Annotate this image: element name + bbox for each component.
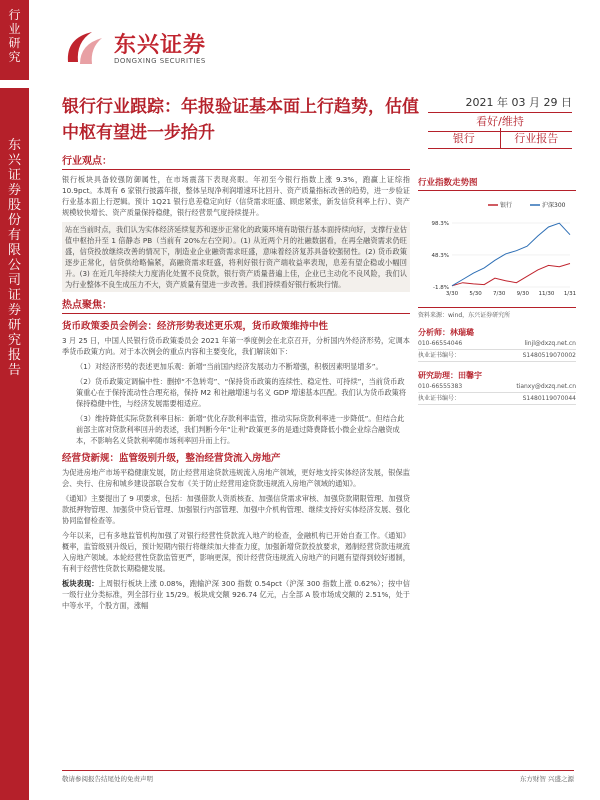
- company-logo: [62, 24, 232, 76]
- hot-topic-1-point-3: （3）维持降低实际贷款利率目标：新增“优化存款利率监管，推动实际贷款利率进一步降低”。但结合此前部主席对贷款利率回升的表述，我们判断今年“让利”政策更多的是通过降费降低小微企业综合融资成本，不影响名义贷款利率随市场利率回升而上行。: [76, 414, 405, 445]
- main-content: [62, 152, 410, 615]
- market-text: 上周银行板块上涨 0.08%，跑输沪深 300 指数 0.54pct（沪深 300 指数上涨 0.62%）；按中信一级行业分类标准，列全部行业 15/29。板块成交额 926.74 亿元，占全部 A 股市场成交额的 2.51%，处于中等水平，个股方面，涨幅: [62, 579, 410, 610]
- sidebar-company-char: 份: [7, 213, 21, 228]
- sidebar-company-char: 告: [7, 363, 21, 378]
- y-tick-label: 98.3%: [431, 221, 449, 227]
- sidebar-company-char: 券: [7, 303, 21, 318]
- report-tags: [428, 128, 572, 149]
- x-tick-label: 7/30: [493, 291, 506, 297]
- sidebar-company: [0, 88, 29, 800]
- x-tick-label: 5/30: [469, 291, 482, 297]
- sidebar-section-char: 行: [8, 8, 21, 22]
- right-column: [418, 176, 576, 405]
- hot-topic-2: 经营贷新规：监管级别升级，整治经营贷流入房地产: [62, 453, 281, 464]
- market-label: 板块表现：: [62, 579, 99, 588]
- sidebar-company-char: 有: [7, 228, 21, 243]
- sidebar-company-char: 限: [7, 243, 21, 258]
- analyst-1-cert: S1480519070002: [522, 352, 576, 359]
- market-performance: [62, 578, 410, 611]
- analyst-1-cert-label: 执业证书编号：: [418, 352, 461, 359]
- paragraph-2: 站在当前时点，我们认为实体经济延续复苏和逐步正常化的政策环境有助银行基本面持续向好，支撑行业估值中枢抬升至 1 倍静态 PB（当前有 20%左右空间）。(1) 从近两个月的社融数据看，在再全融资需求仍旺盛，信贷投放继续改善的情况下，制造业企业融资需求旺盛，意味着经济复苏具备较强韧性。(2) 货币政策逐步正常化，信贷供给略偏紧，高融资需求旺盛，将利好银行资产端收益率表现，息差有望企稳或小幅回升。(3) 在近几年持续大力度消化处置不良贷款，银行资产质量普遍上佳，企业已主动化不良风险，我们认为行业整体不良生成压力不大，资产质量有望进一步改善。我们持续看好银行板块行情。: [62, 222, 410, 292]
- hot-topic-1-text: 3 月 25 日，中国人民银行货币政策委员会 2021 年第一季度例会在北京召开，分析国内外经济形势，定调本季货币政策方向。对于本次例会的重点内容和主要变化，我们解读如下：: [62, 336, 410, 356]
- hot-topic-2-text: 为促进房地产市场平稳健康发展，防止经营用途贷款违规流入房地产领域，更好地支持实体经济发展，银保监会、央行、住房和城乡建设部联合发布《关于防止经营用途贷款违规流入房地产领域的通知》。: [62, 468, 410, 488]
- hot-topic-1: 货币政策委员会例会：经济形势表述更乐观，货币政策维持中性: [62, 321, 329, 332]
- footer: [62, 770, 574, 783]
- sidebar-company-char: 股: [7, 198, 21, 213]
- chart-source: 资料来源：wind，东兴证券研究所: [418, 307, 576, 319]
- hot-heading: 热点聚焦：: [62, 296, 410, 314]
- analyst-2-contact: [418, 381, 576, 405]
- sidebar-company-char: 证: [7, 168, 21, 183]
- x-tick-label: 1/31: [563, 291, 576, 297]
- analyst-1-contact: [418, 338, 576, 362]
- index-chart: [418, 195, 576, 305]
- paragraph-1: 银行板块具备较强防御属性，在市场震荡下表现亮眼。年初至今银行指数上涨 9.3%，跑赢上证综指 10.9pct。本周有 6 家银行披露年报，整体呈现净利润增速环比回升、资产质量指标改善的趋势，进一步验证行业基本面上行逻辑。预计 1Q21 银行息差稳定向好（信贷需求旺盛、顾虑紧张，新发信贷利率上行）、资产规模较快增长、资产质量保持稳健，银行经营景气度持续提升。: [62, 175, 410, 217]
- sidebar-company-char: 兴: [7, 153, 21, 168]
- analyst-1-email[interactable]: linjl@dxzq.net.cn: [524, 340, 576, 347]
- y-tick-label: 48.3%: [431, 252, 449, 259]
- footer-disclaimer: 敬请参阅报告结尾处的免责声明: [62, 775, 153, 783]
- report-title: 银行行业跟踪：年报验证基本面上行趋势，估值中枢有望进一步抬升: [62, 97, 419, 143]
- chart-title: 行业指数走势图: [418, 176, 576, 191]
- sidebar-company-char: 研: [7, 318, 21, 333]
- sidebar-company-char: 证: [7, 288, 21, 303]
- sidebar-company-char: 券: [7, 183, 21, 198]
- logo-name-en: DONGXING SECURITIES: [114, 57, 206, 65]
- sidebar-company-char: 报: [7, 348, 21, 363]
- logo-name-cn: 东兴证券: [114, 33, 207, 58]
- footer-slogan: 东方财智 兴盛之源: [519, 775, 574, 783]
- index-chart-svg: [418, 195, 576, 305]
- x-tick-label: 11/30: [538, 291, 555, 297]
- hot-topic-2-text-2: 《通知》主要提出了 9 项要求，包括：加强借款人资质核查、加强信贷需求审核、加强贷款期限管理、加强贷款抵押物管理、加强贷中贷后管理、加强银行内部管理、加强中介机构管理、继续支持好实体经济发展、强化协同监督检查等。: [62, 494, 410, 525]
- analyst-2-cert: S1480119070044: [522, 395, 576, 402]
- sidebar-section-char: 究: [8, 50, 21, 64]
- analyst-2-label: 研究助理：田馨宇: [418, 371, 482, 380]
- analyst-1-phone: 010-66554046: [418, 340, 463, 347]
- view-heading: 行业观点：: [62, 152, 410, 170]
- analyst-1-label: 分析师：林瑞璐: [418, 328, 474, 337]
- hot-topic-2-text-3: 今年以来，已有多地监管机构加强了对银行经营性贷款流入地产的检查，金融机构已开始自查工作。《通知》概率，监管级别升级后，预计短期内银行将继续加大排查力度，加强新增贷款投放要求，遏制经营贷款违规流入房地产领域。本轮经营性贷款监管更严，影响更深，预计经营贷违规流入房地产的问题有望得到较好遏制，有利于经营性贷款长期稳健发展。: [62, 531, 410, 573]
- sidebar: [0, 0, 29, 800]
- analyst-2-cert-label: 执业证书编号：: [418, 395, 461, 402]
- series-line-hs300: [452, 223, 570, 286]
- hot-topic-1-point-1: （1）对经济形势的表述更加乐观：新增“当前国内经济发展动力不断增强，积极因素明显增多”。: [76, 362, 383, 371]
- tag-type: 行业报告: [500, 128, 573, 149]
- x-tick-label: 9/30: [516, 291, 529, 297]
- legend-label: 沪深300: [542, 202, 566, 209]
- report-rating: 看好/维持: [428, 111, 572, 132]
- y-tick-label: -1.8%: [433, 285, 449, 291]
- hot-topic-1-point-2: （2）货币政策定调偏中性：删掉“不急转弯”、“保持货币政策的连续性、稳定性、可持续”，当前货币政策重心在于保持流动性合理充裕，保持 M2 和社融增速与名义 GDP 增速基本匹配。我们认为货币政策将保持稳健中性，与经济发展需要相适应。: [76, 377, 407, 408]
- sidebar-company-char: 究: [7, 333, 21, 348]
- x-tick-label: 3/30: [445, 291, 459, 297]
- logo-mark-icon: [62, 24, 110, 72]
- sidebar-company-char: 东: [7, 138, 21, 153]
- sidebar-company-char: 公: [7, 258, 21, 273]
- legend-label: 银行: [500, 202, 513, 209]
- series-line-bank: [452, 264, 570, 286]
- sidebar-section-char: 业: [8, 22, 21, 36]
- analyst-2-phone: 010-66555383: [418, 383, 463, 390]
- sidebar-section: [0, 0, 29, 80]
- report-date: 2021 年 03 月 29 日: [428, 94, 572, 113]
- sidebar-section-char: 研: [8, 36, 21, 50]
- sidebar-company-char: 司: [7, 273, 21, 288]
- analyst-2-email[interactable]: tianxy@dxzq.net.cn: [516, 383, 576, 390]
- tag-industry: 银行: [428, 128, 500, 149]
